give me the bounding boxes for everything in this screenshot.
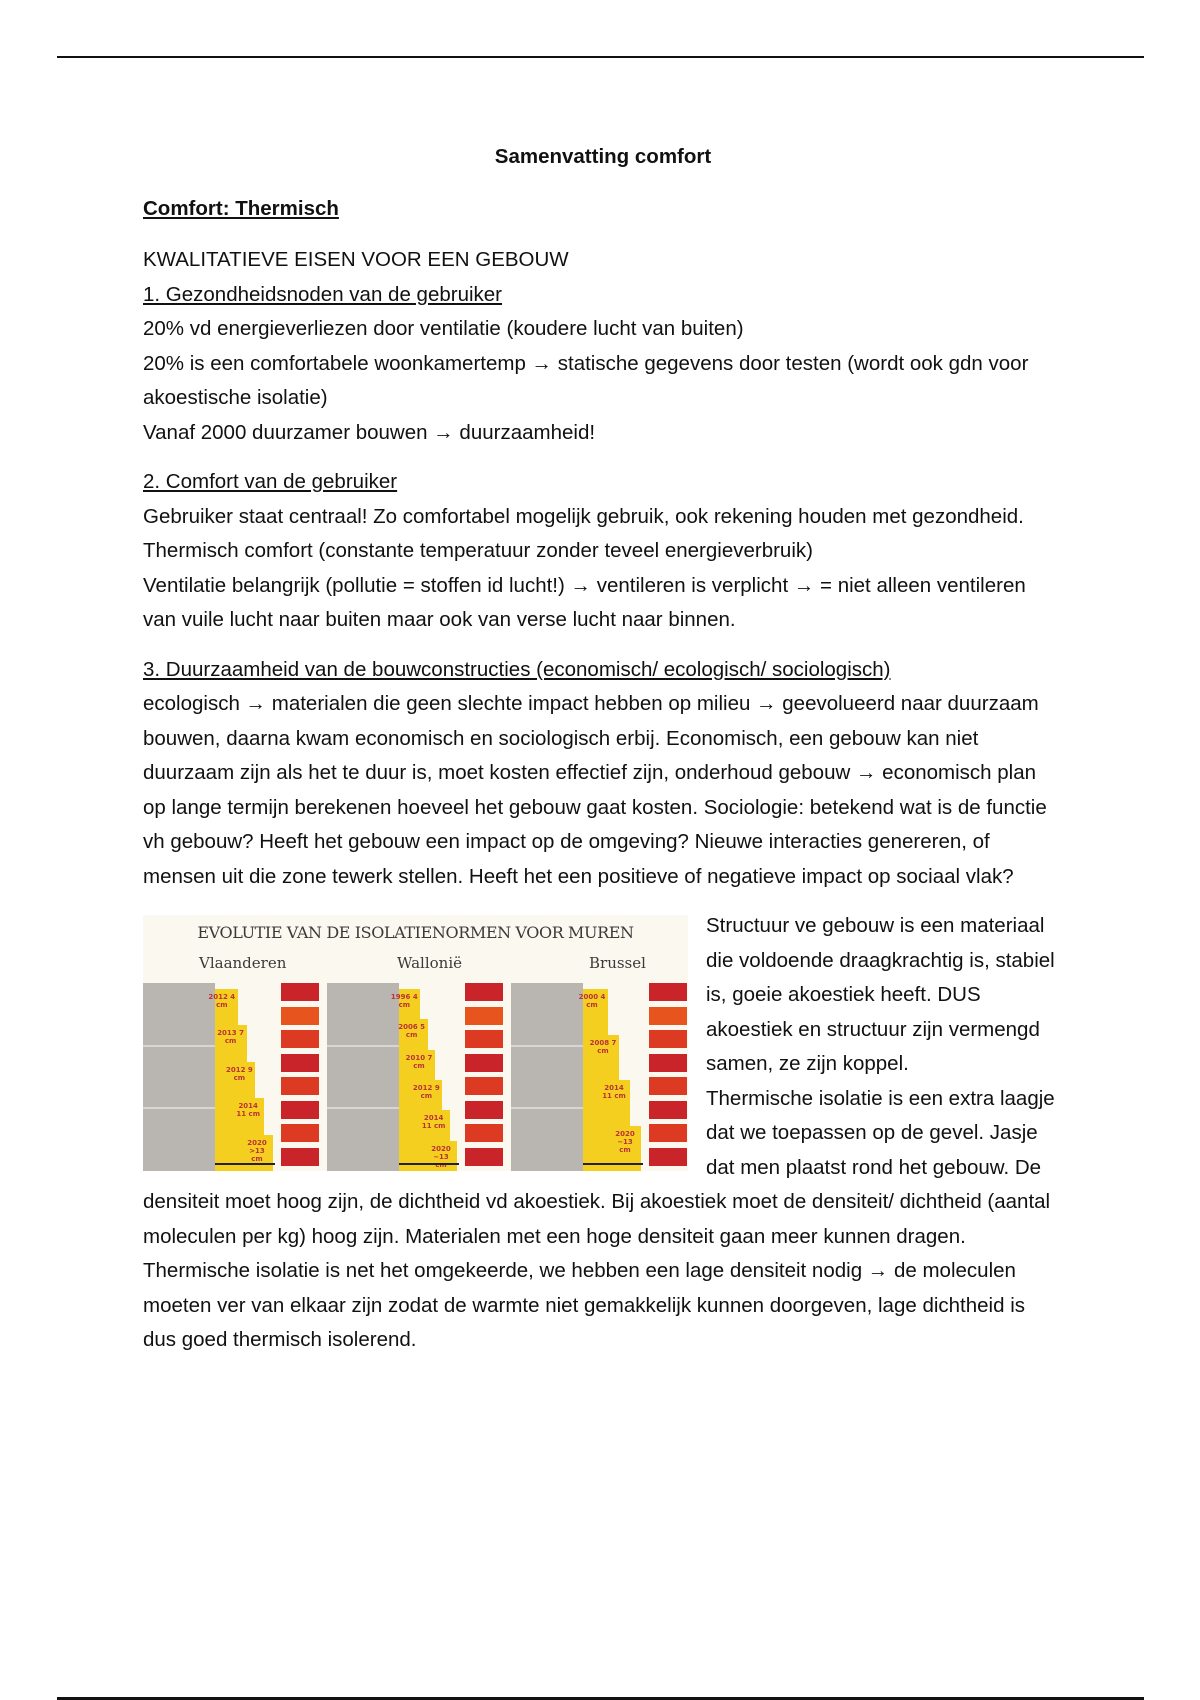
header-rule [57,56,1144,58]
step-label: 2000 4 cm [578,993,606,1009]
wall-masonry [327,983,399,1171]
subheading-2: 2. Comfort van de gebruiker [143,470,398,493]
figure-and-text [143,909,1063,1358]
step-label: 2014 11 cm [236,1102,260,1119]
region-label-vlaanderen: Vlaanderen [199,954,287,972]
text-line: Vanaf 2000 duurzamer bouwen → duurzaamheid! [143,420,596,444]
step-label: 1996 4 cm [390,993,418,1009]
facade-brick [649,983,687,1001]
wall-column-wallonie [327,983,505,1171]
facade-brick [281,1030,319,1048]
text-line: Gebruiker staat centraal! Zo comfortabel mogelijk gebruik, ook rekening houden met gezondheid. [143,504,1024,528]
step-label: 2012 9 cm [225,1065,253,1082]
step-label: 2014 11 cm [421,1114,446,1131]
step-label: 2006 5 cm [398,1023,426,1040]
intro-line: KWALITATIEVE EISEN VOOR EEN GEBOUW [143,248,569,271]
figure-title: EVOLUTIE VAN DE ISOLATIENORMEN VOOR MUREN [197,923,634,942]
facade-brick [465,1148,503,1166]
step-label: 2020 ~13 cm [615,1129,635,1154]
facade-brick [281,1077,319,1095]
step-label: 2014 11 cm [602,1084,626,1100]
subheading-3: 3. Duurzaamheid van de bouwconstructies (economisch/ ecologisch/ sociologisch) [143,657,891,681]
facade-brick [649,1077,687,1095]
section-1 [143,243,1063,450]
text-line: Thermisch comfort (constante temperatuur zonder teveel energieverbruik) [143,539,813,562]
closing-paragraph-1: Structuur ve gebouw is een materiaal die voldoende draagkrachtig is, stabiel is, goeie akoestiek heeft. DUS akoestiek en structuur zijn vermengd samen, ze zijn koppel. [706,914,1055,1075]
facade-brick [465,1124,503,1142]
facade-brick [465,1054,503,1072]
facade-brick [465,1007,503,1025]
facade-brick [649,1030,687,1048]
wall-column-vlaanderen [143,983,321,1171]
thickness-dimension-line [215,1163,275,1165]
facade-brick [281,1124,319,1142]
step-label: 2012 9 cm [412,1084,440,1100]
thickness-dimension-line [583,1163,643,1165]
facade-brick [281,983,319,1001]
wall-masonry [511,983,583,1171]
step-label: 2020 ~13 [431,1144,451,1161]
facade-brick [465,1077,503,1095]
facade-brick [649,1054,687,1072]
subheading-1: 1. Gezondheidsnoden van de gebruiker [143,282,503,306]
text-line: Ventilatie belangrijk (pollutie = stoffen id lucht!) → ventileren is verplicht → = niet alleen ventileren van vuile lucht naar buiten maar ook van verse lucht naar binnen. [143,573,1026,631]
thickness-dimension-line [399,1163,459,1165]
section-2 [143,465,1063,638]
facade-brick [281,1148,319,1166]
facade-brick [465,1101,503,1119]
facade-brick [281,1007,319,1025]
text-line: 20% is een comfortabele woonkamertemp → statische gegevens door testen (wordt ook gdn voor akoestische isolatie) [143,351,1029,409]
step-label: 2013 7 cm [217,1029,244,1046]
step-label: 2020 >13 cm [247,1138,267,1163]
facade-brick [649,1148,687,1166]
facade-brick [281,1101,319,1119]
text-line: 20% vd energieverliezen door ventilatie (koudere lucht van buiten) [143,317,744,340]
wall-column-brussel [511,983,689,1171]
step-label: 2008 7 cm [589,1038,617,1055]
facade-brick [649,1007,687,1025]
region-label-wallonie: Wallonië [397,954,463,972]
facade-brick [465,1030,503,1048]
facade-brick [465,983,503,1001]
step-label: 2012 4 cm [208,993,236,1009]
facade-brick [649,1101,687,1119]
region-label-brussel: Brussel [589,954,646,972]
facade-brick [281,1054,319,1072]
text-paragraph: ecologisch → materialen die geen slechte impact hebben op milieu → geevolueerd naar duurzaam bouwen, daarna kwam economisch en sociologisch erbij. Economisch, een gebouw kan niet duurzaam zijn als het te duur is, moet kosten effectief zijn, onderhoud gebouw → economisch plan op lange termijn berekenen hoeveel het gebouw gaat kosten. Sociologie: betekend wat is de functie vh gebouw? Heeft het gebouw een impact op de omgeving? Nieuwe interacties genereren, of mensen uit die zone tewerk stellen. Heeft het een positieve of negatieve impact op sociaal vlak? [143,692,1047,888]
section-heading: Comfort: Thermisch [143,196,339,220]
facade-brick [649,1124,687,1142]
document-body [143,140,1063,1358]
page-title: Samenvatting comfort [494,145,712,168]
step-label: 2010 7 cm [405,1053,433,1070]
wall-masonry [143,983,215,1171]
insulation-norms-figure [143,915,688,1171]
closing-paragraph-2: Thermische isolatie is een extra laagje dat we toepassen op de gevel. Jasje dat men plaatst rond het gebouw. De densiteit moet hoog zijn, de dichtheid vd akoestiek. Bij akoestiek moet de densiteit/ dichtheid (aantal moleculen per kg) hoog zijn. Materialen met een hoge densiteit gaan meer kunnen dragen. Thermische isolatie is net het omgekeerde, we hebben een lage densiteit nodig → de moleculen moeten ver van elkaar zijn zodat de warmte niet gemakkelijk kunnen doorgeven, lage dichtheid is dus goed thermisch isolerend. [143,1086,1055,1351]
section-3 [143,653,1063,895]
